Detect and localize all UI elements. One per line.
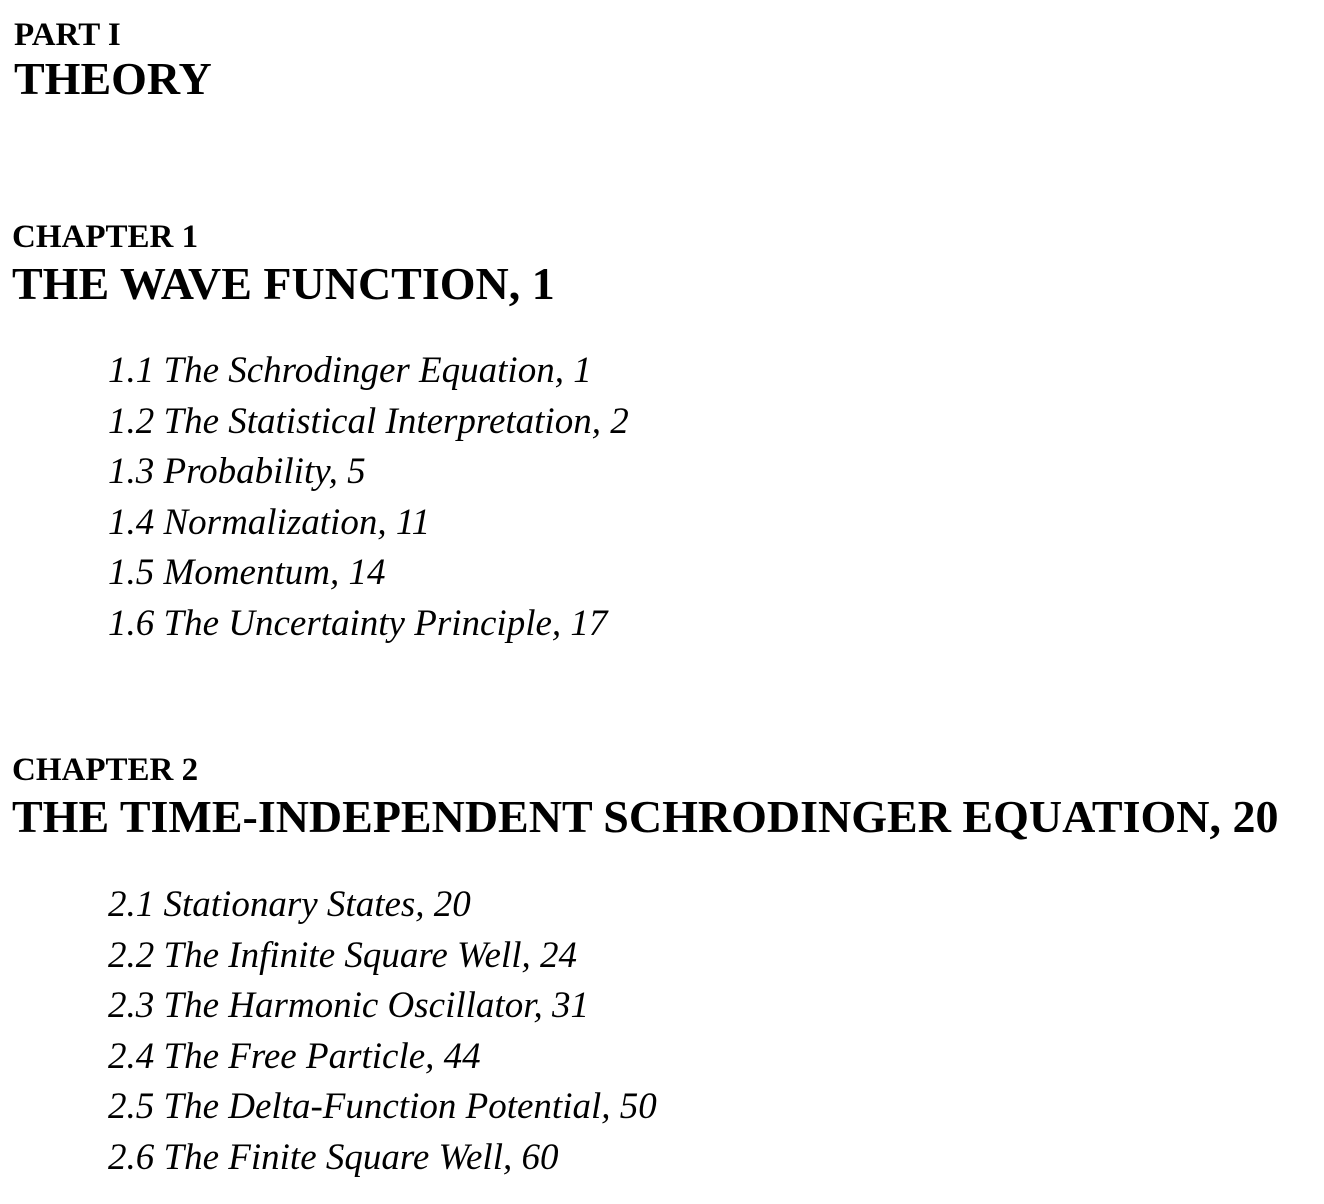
chapter-label: CHAPTER 2	[12, 752, 199, 788]
section-entry: 2.6 The Finite Square Well, 60	[108, 1136, 559, 1178]
chapter-title: THE WAVE FUNCTION, 1	[12, 258, 555, 309]
chapter-2-section-list	[108, 880, 657, 1184]
chapter-1-section-list	[108, 346, 629, 650]
section-entry: 2.5 The Delta-Function Potential, 50	[108, 1086, 657, 1128]
section-entry: 1.1 The Schrodinger Equation, 1	[108, 350, 592, 391]
chapter-title: THE TIME-INDEPENDENT SCHRODINGER EQUATION, 20	[12, 791, 1279, 842]
section-entry: 1.5 Momentum, 14	[108, 552, 386, 594]
chapter-label: CHAPTER 1	[12, 219, 199, 255]
section-entry: 2.1 Stationary States, 20	[108, 884, 471, 925]
section-entry: 1.6 The Uncertainty Principle, 17	[108, 602, 608, 644]
section-entry: 2.3 The Harmonic Oscillator, 31	[108, 985, 589, 1027]
chapter-1-heading	[12, 218, 1312, 310]
section-entry: 1.4 Normalization, 11	[108, 501, 431, 543]
section-entry: 2.4 The Free Particle, 44	[108, 1035, 481, 1077]
part-label: PART I	[14, 17, 121, 53]
section-entry: 1.3 Probability, 5	[108, 451, 366, 493]
section-entry: 2.2 The Infinite Square Well, 24	[108, 934, 577, 976]
part-title: THEORY	[14, 53, 212, 104]
section-entry: 1.2 The Statistical Interpretation, 2	[108, 400, 629, 442]
chapter-2-heading	[12, 751, 1312, 843]
